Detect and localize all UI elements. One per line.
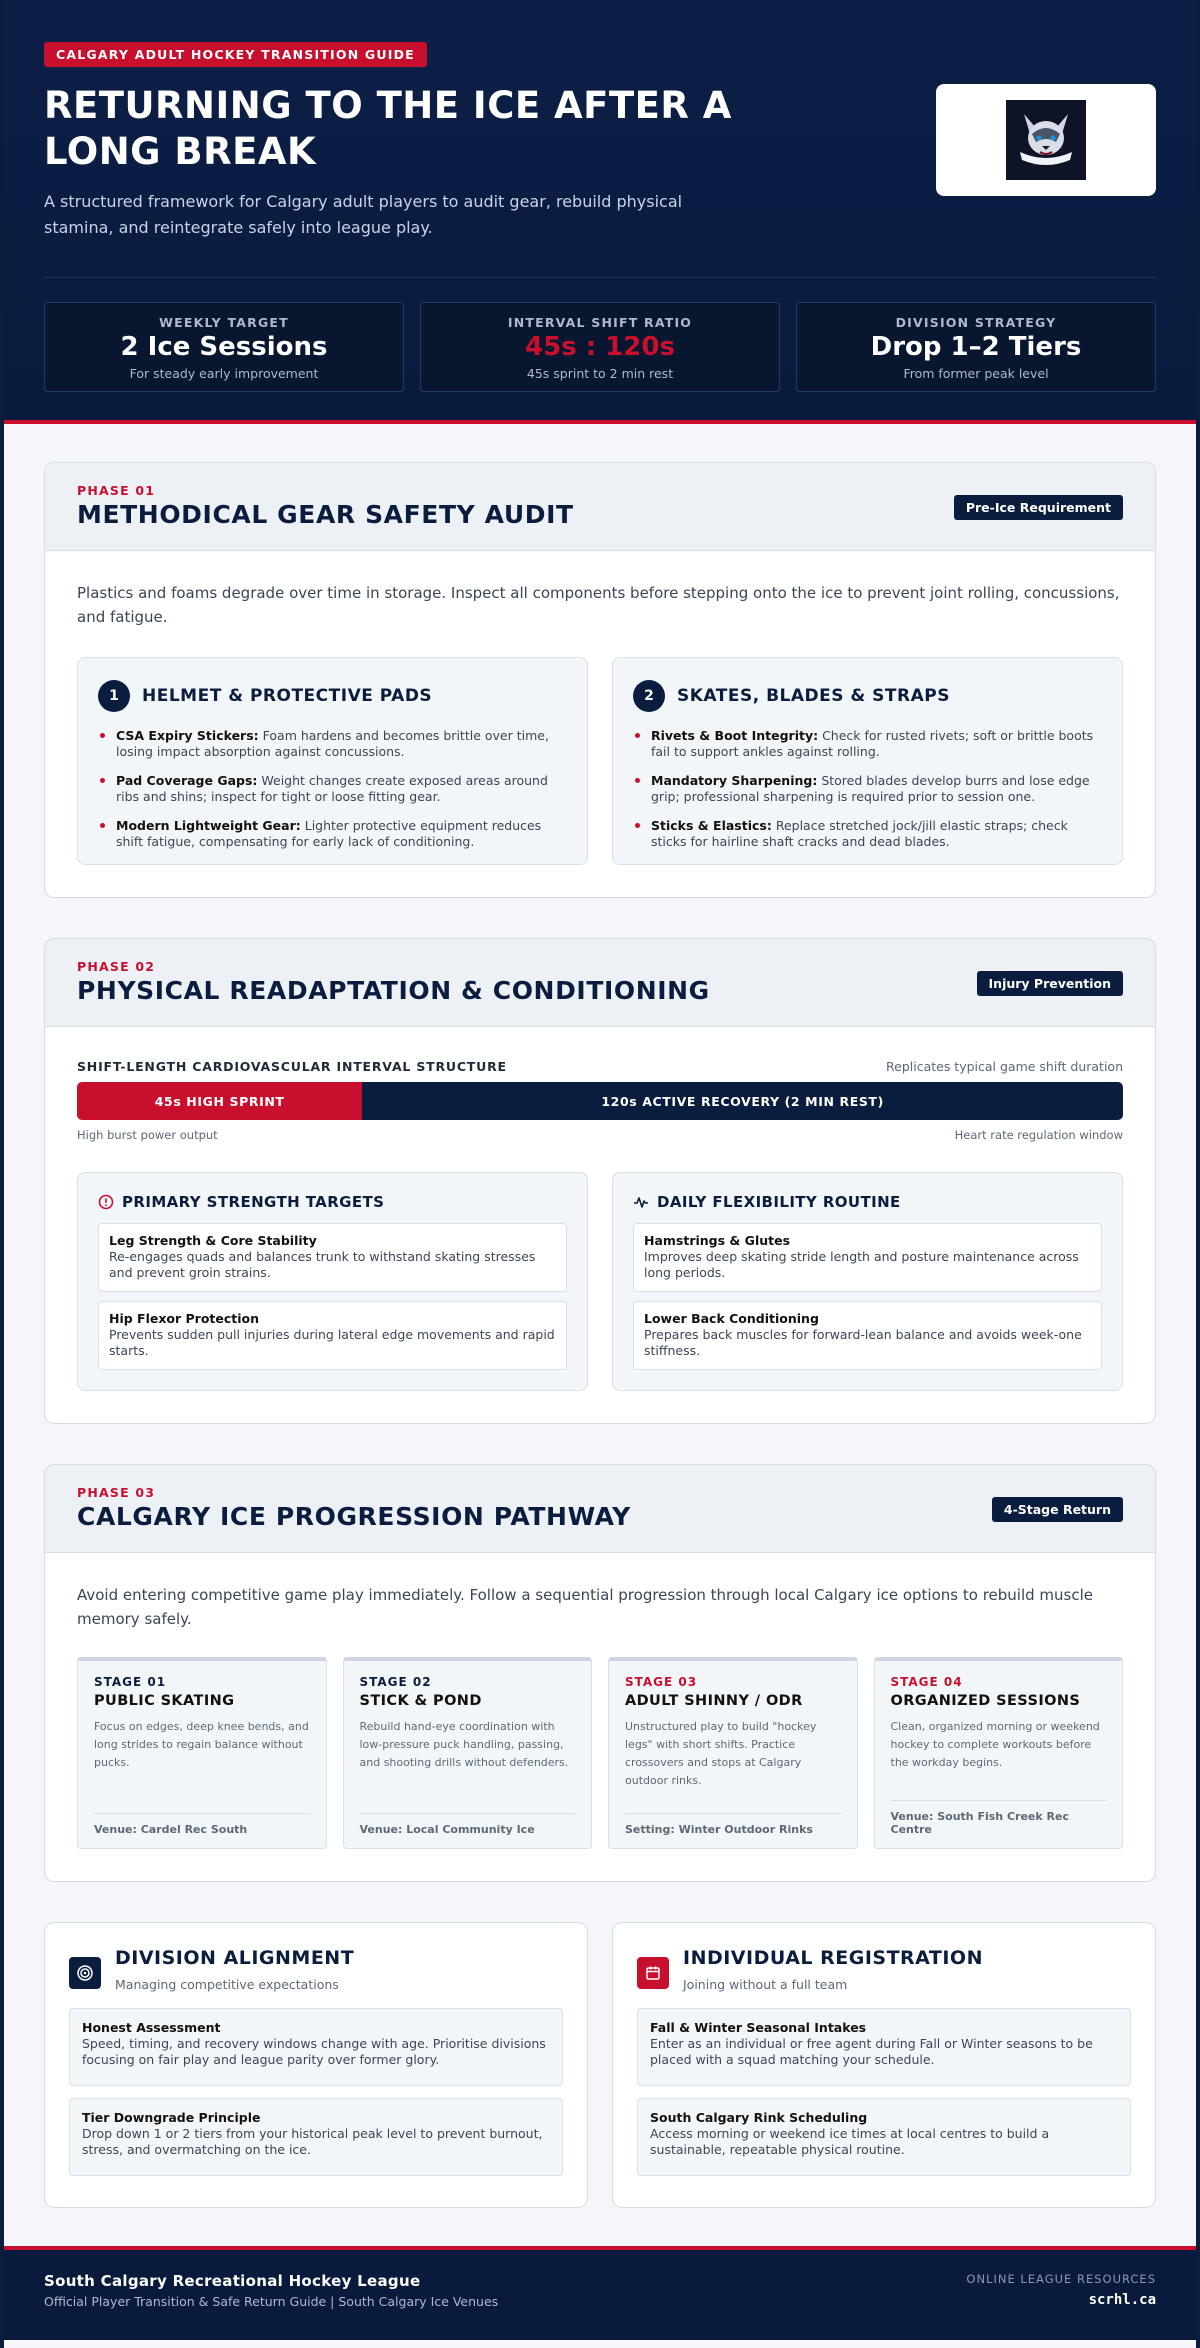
section-title: CALGARY ICE PROGRESSION PATHWAY xyxy=(77,1502,631,1531)
section-title: METHODICAL GEAR SAFETY AUDIT xyxy=(77,500,574,529)
section-header xyxy=(45,463,1155,551)
item-title: Hamstrings & Glutes xyxy=(644,1233,791,1248)
strength-item xyxy=(98,1301,567,1370)
phase-3-section xyxy=(44,1464,1156,1882)
stat-note: From former peak level xyxy=(903,366,1049,381)
page-subtitle: A structured framework for Calgary adult players to audit gear, rebuild physical stamina, and reintegrate safely into league play. xyxy=(44,192,683,237)
stat-value: 2 Ice Sessions xyxy=(120,332,328,362)
stage-title: ADULT SHINNY / ODR xyxy=(625,1693,803,1709)
strength-item xyxy=(98,1223,567,1292)
division-alignment-card xyxy=(44,1922,588,2208)
list-item: CSA Expiry Stickers: Foam hardens and becomes brittle over time, losing impact absorption against concussions. xyxy=(98,728,567,760)
card-title: SKATES, BLADES & STRAPS xyxy=(677,686,950,706)
interval-header xyxy=(77,1059,1123,1074)
bottom-cards xyxy=(44,1922,1156,2208)
stage-card xyxy=(608,1657,858,1849)
stat-weekly-target xyxy=(44,302,404,392)
item-text: Enter as an individual or free agent during Fall or Winter seasons to be placed with a squad matching your schedule. xyxy=(650,2036,1093,2067)
resources-label: ONLINE LEAGUE RESOURCES xyxy=(966,2272,1156,2286)
list-item: Pad Coverage Gaps: Weight changes create exposed areas around ribs and shins; inspect for tight or loose fitting gear. xyxy=(98,773,567,805)
stat-label: DIVISION STRATEGY xyxy=(895,315,1057,330)
gear-cards xyxy=(77,657,1123,865)
stage-venue: Setting: Winter Outdoor Rinks xyxy=(625,1813,841,1836)
list-item: Mandatory Sharpening: Stored blades develop burrs and lose edge grip; professional sharpening is required prior to session one. xyxy=(633,773,1102,805)
page-title: RETURNING TO THE ICE AFTER A LONG BREAK xyxy=(44,84,732,173)
bullet-list xyxy=(633,728,1102,850)
right-caption: Heart rate regulation window xyxy=(954,1128,1123,1142)
stage-venue: Venue: Local Community Ice xyxy=(360,1813,576,1836)
interval-label: SHIFT-LENGTH CARDIOVASCULAR INTERVAL STRUCTURE xyxy=(77,1059,507,1074)
item-title: Fall & Winter Seasonal Intakes xyxy=(650,2020,867,2035)
sprint-segment: 45s HIGH SPRINT xyxy=(77,1082,362,1120)
individual-registration-card xyxy=(612,1922,1156,2208)
hero-header xyxy=(4,0,1196,424)
card-title: INDIVIDUAL REGISTRATION xyxy=(683,1947,983,1969)
stage-text: Rebuild hand-eye coordination with low-pressure puck handling, passing, and shooting drills without defenders. xyxy=(359,1720,569,1769)
item-text: Prepares back muscles for forward-lean balance and avoids week-one stiffness. xyxy=(644,1327,1082,1358)
logo-card xyxy=(936,84,1156,196)
stat-interval-ratio xyxy=(420,302,780,392)
section-title: PHYSICAL READAPTATION & CONDITIONING xyxy=(77,976,710,1005)
stat-value: Drop 1–2 Tiers xyxy=(870,332,1082,362)
conditioning-cards xyxy=(77,1172,1123,1391)
pulse-icon xyxy=(633,1194,649,1210)
phase-2-section xyxy=(44,938,1156,1424)
card-subtitle: Joining without a full team xyxy=(683,1977,848,1992)
stage-number: STAGE 02 xyxy=(359,1675,432,1689)
left-caption: High burst power output xyxy=(77,1128,218,1142)
item-title: Hip Flexor Protection xyxy=(109,1311,260,1326)
section-badge: 4-Stage Return xyxy=(992,1497,1123,1522)
card-header xyxy=(69,1947,563,1992)
stage-title: PUBLIC SKATING xyxy=(94,1693,235,1709)
division-item xyxy=(69,2008,563,2086)
stage-title: ORGANIZED SESSIONS xyxy=(890,1693,1081,1709)
stage-venue: Venue: Cardel Rec South xyxy=(94,1813,310,1836)
stat-division-strategy xyxy=(796,302,1156,392)
division-item xyxy=(69,2098,563,2176)
stage-card xyxy=(77,1657,327,1849)
interval-note: Replicates typical game shift duration xyxy=(886,1059,1123,1074)
card-header xyxy=(633,680,1102,712)
alert-circle-icon xyxy=(98,1194,114,1210)
recovery-segment: 120s ACTIVE RECOVERY (2 MIN REST) xyxy=(362,1082,1123,1120)
item-text: Prevents sudden pull injuries during lateral edge movements and rapid starts. xyxy=(109,1327,555,1358)
phase-label: PHASE 01 xyxy=(77,483,156,498)
section-intro: Plastics and foams degrade over time in storage. Inspect all components before stepping onto the ice to prevent joint rolling, concussions, and fatigue. xyxy=(77,584,1120,626)
huskies-logo xyxy=(1006,100,1086,180)
item-text: Improves deep skating stride length and posture maintenance across long periods. xyxy=(644,1249,1079,1280)
section-badge: Injury Prevention xyxy=(977,971,1123,996)
stat-label: INTERVAL SHIFT RATIO xyxy=(507,315,693,330)
guide-tag: CALGARY ADULT HOCKEY TRANSITION GUIDE xyxy=(44,42,427,67)
bullet-list xyxy=(98,728,567,850)
calendar-icon xyxy=(637,1957,669,1989)
stat-note: 45s sprint to 2 min rest xyxy=(526,366,674,381)
stage-number: STAGE 03 xyxy=(625,1675,698,1689)
flexibility-routine-card xyxy=(612,1172,1123,1391)
stat-note: For steady early improvement xyxy=(129,366,319,381)
step-number: 1 xyxy=(98,680,130,712)
stage-text: Focus on edges, deep knee bends, and long strides to regain balance without pucks. xyxy=(94,1720,309,1769)
stage-number: STAGE 04 xyxy=(890,1675,963,1689)
strength-targets-card xyxy=(77,1172,588,1391)
footer-subtitle: Official Player Transition & Safe Return Guide | South Calgary Ice Venues xyxy=(44,2294,499,2309)
item-text: Re-engages quads and balances trunk to withstand skating stresses and prevent groin strains. xyxy=(109,1249,536,1280)
item-title: Lower Back Conditioning xyxy=(644,1311,819,1326)
section-intro: Avoid entering competitive game play immediately. Follow a sequential progression through local Calgary ice options to rebuild muscle memory safely. xyxy=(77,1586,1093,1628)
card-header xyxy=(98,1193,567,1211)
stage-text: Clean, organized morning or weekend hockey to complete workouts before the workday begins. xyxy=(890,1720,1100,1769)
stage-list xyxy=(77,1657,1123,1849)
flexibility-item xyxy=(633,1301,1102,1370)
card-title: DAILY FLEXIBILITY ROUTINE xyxy=(657,1193,901,1211)
stage-number: STAGE 01 xyxy=(94,1675,167,1689)
card-header xyxy=(637,1947,1131,1992)
item-title: Leg Strength & Core Stability xyxy=(109,1233,317,1248)
item-title: Tier Downgrade Principle xyxy=(82,2110,261,2125)
flexibility-item xyxy=(633,1223,1102,1292)
target-icon xyxy=(69,1957,101,1989)
phase-label: PHASE 03 xyxy=(77,1485,156,1500)
stage-card xyxy=(874,1657,1124,1849)
stat-value: 45s : 120s xyxy=(525,332,675,362)
card-title: PRIMARY STRENGTH TARGETS xyxy=(122,1193,385,1211)
stage-card xyxy=(343,1657,593,1849)
main-content xyxy=(4,424,1196,2208)
stage-venue: Venue: South Fish Creek Rec Centre xyxy=(891,1800,1107,1836)
interval-captions xyxy=(77,1128,1123,1142)
stage-title: STICK & POND xyxy=(359,1693,482,1709)
helmet-pads-card xyxy=(77,657,588,865)
card-title: HELMET & PROTECTIVE PADS xyxy=(142,686,433,706)
section-body xyxy=(45,1027,1155,1423)
list-item: Rivets & Boot Integrity: Check for rusted rivets; soft or brittle boots fail to support ankles against rolling. xyxy=(633,728,1102,760)
phase-label: PHASE 02 xyxy=(77,959,156,974)
stats-row xyxy=(44,302,1156,392)
item-title: South Calgary Rink Scheduling xyxy=(650,2110,868,2125)
stage-text: Unstructured play to build "hockey legs" with short shifts. Practice crossovers and stops at Calgary outdoor rinks. xyxy=(625,1720,817,1787)
item-title: Honest Assessment xyxy=(82,2020,221,2035)
card-header xyxy=(98,680,567,712)
item-text: Access morning or weekend ice times at local centres to build a sustainable, repeatable physical routine. xyxy=(650,2126,1050,2157)
card-header xyxy=(633,1193,1102,1211)
skates-blades-card xyxy=(612,657,1123,865)
registration-item xyxy=(637,2098,1131,2176)
interval-bar xyxy=(77,1082,1123,1120)
registration-item xyxy=(637,2008,1131,2086)
step-number: 2 xyxy=(633,680,665,712)
league-name: South Calgary Recreational Hockey League xyxy=(44,2272,421,2290)
list-item: Modern Lightweight Gear: Lighter protective equipment reduces shift fatigue, compensating for early lack of conditioning. xyxy=(98,818,567,850)
phase-1-section xyxy=(44,462,1156,898)
page-footer xyxy=(0,2246,1200,2340)
section-header xyxy=(45,939,1155,1027)
section-header xyxy=(45,1465,1155,1553)
card-title: DIVISION ALIGNMENT xyxy=(115,1947,355,1969)
section-body xyxy=(45,551,1155,897)
league-url-link[interactable]: scrhl.ca xyxy=(1088,2292,1156,2308)
hero-divider xyxy=(44,277,1156,278)
section-body xyxy=(45,1553,1155,1881)
item-text: Drop down 1 or 2 tiers from your historical peak level to prevent burnout, stress, and overmatching on the ice. xyxy=(82,2126,543,2157)
list-item: Sticks & Elastics: Replace stretched jock/jill elastic straps; check sticks for hairline shaft cracks and dead blades. xyxy=(633,818,1102,850)
item-text: Speed, timing, and recovery windows change with age. Prioritise divisions focusing on fair play and league parity over former glory. xyxy=(82,2036,546,2067)
card-subtitle: Managing competitive expectations xyxy=(115,1977,339,1992)
husky-icon xyxy=(1010,104,1082,176)
section-badge: Pre-Ice Requirement xyxy=(954,495,1123,520)
stat-label: WEEKLY TARGET xyxy=(159,315,289,330)
